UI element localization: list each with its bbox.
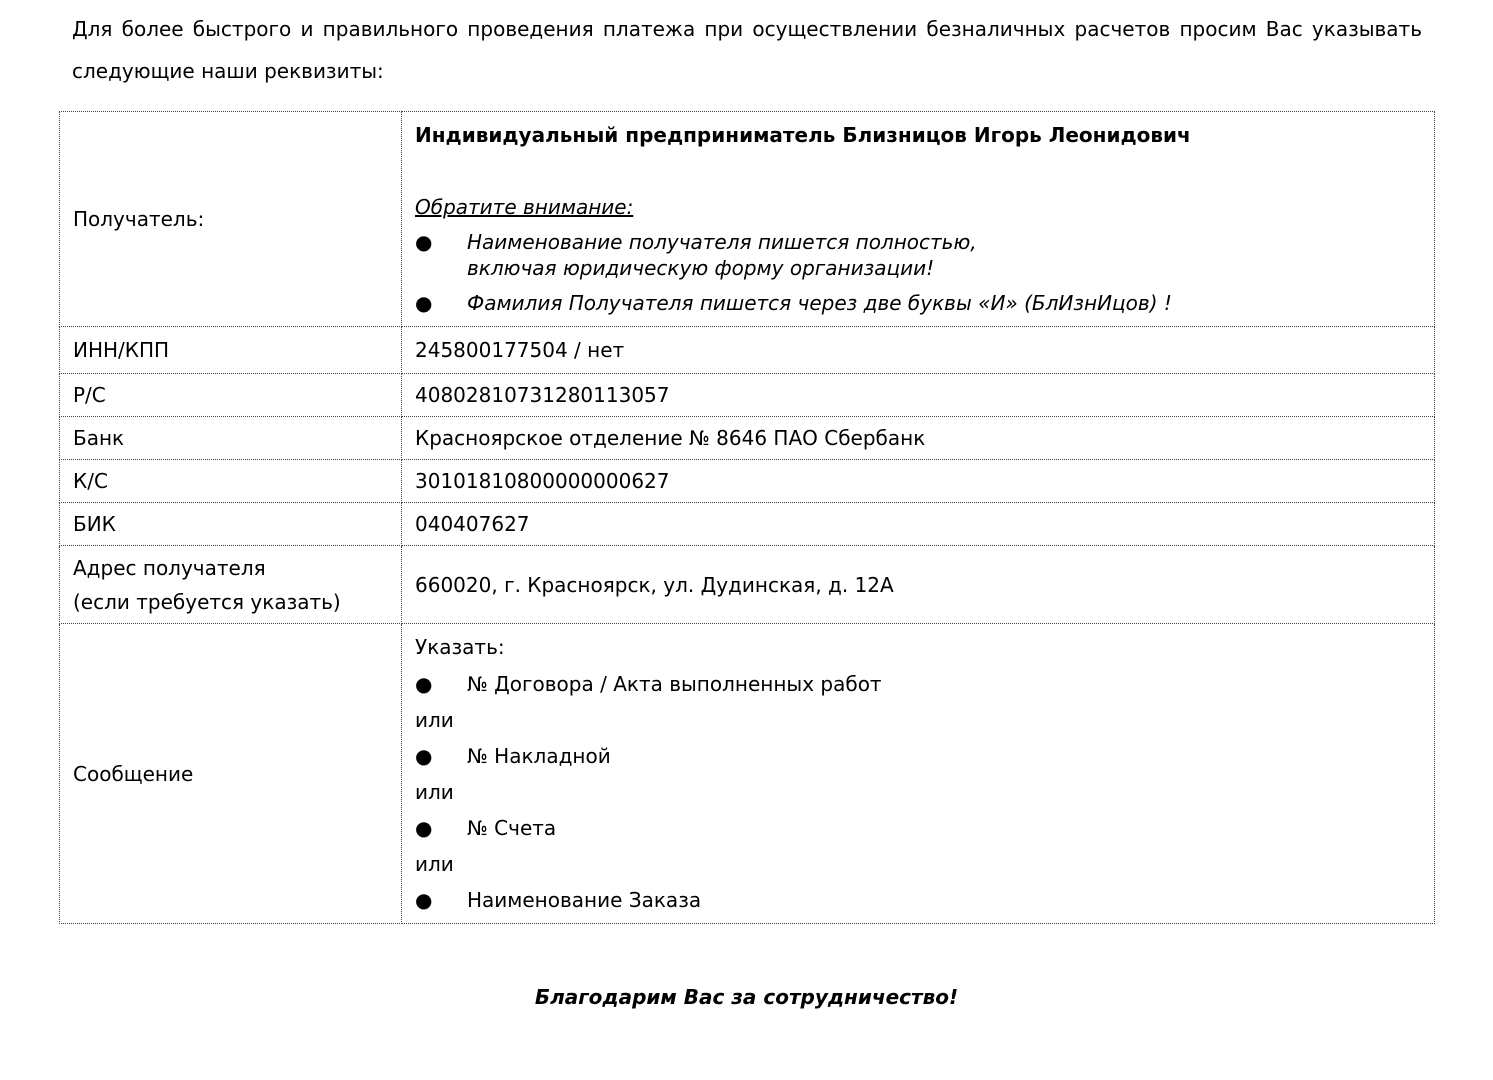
corr-value: 30101810800000000627 bbox=[402, 460, 1435, 503]
list-item bbox=[415, 738, 1434, 774]
table-row-message bbox=[60, 624, 1435, 924]
bullet-icon: ● bbox=[415, 291, 433, 315]
requisites-table bbox=[59, 111, 1435, 924]
table-row-recipient bbox=[60, 112, 1435, 327]
account-value: 40802810731280113057 bbox=[402, 374, 1435, 417]
bik-label: БИК bbox=[60, 503, 402, 546]
message-value-cell bbox=[402, 624, 1435, 924]
bullet-icon: ● bbox=[415, 743, 433, 768]
corr-label: К/С bbox=[60, 460, 402, 503]
note-surname bbox=[415, 291, 1434, 315]
list-item bbox=[415, 810, 1434, 846]
recipient-value-cell bbox=[402, 112, 1435, 327]
note-full-name-line2: включая юридическую форму организации! bbox=[467, 256, 935, 280]
bik-value: 040407627 bbox=[402, 503, 1435, 546]
inn-label: ИНН/КПП bbox=[60, 327, 402, 374]
inn-value: 245800177504 / нет bbox=[402, 327, 1435, 374]
bank-label: Банк bbox=[60, 417, 402, 460]
recipient-name: Индивидуальный предприниматель Близницов Игорь Леонидович bbox=[415, 123, 1191, 147]
bullet-icon: ● bbox=[415, 230, 433, 254]
address-label bbox=[60, 546, 402, 624]
message-item-order: Наименование Заказа bbox=[467, 887, 702, 912]
attention-label: Обратите внимание: bbox=[415, 195, 634, 219]
address-value: 660020, г. Красноярск, ул. Дудинская, д. 12А bbox=[402, 546, 1435, 624]
table-row-corr bbox=[60, 460, 1435, 503]
list-item bbox=[415, 666, 1434, 702]
table-row-bik bbox=[60, 503, 1435, 546]
table-row-account bbox=[60, 374, 1435, 417]
message-item-invoice: № Счета bbox=[467, 815, 557, 840]
bullet-icon: ● bbox=[415, 887, 433, 912]
separator-or: или bbox=[415, 851, 454, 876]
thanks-text: Благодарим Вас за сотрудничество! bbox=[534, 985, 959, 1009]
intro-paragraph: Для более быстрого и правильного проведения платежа при осуществлении безналичных расчетов просим Вас указывать следующие наши реквизиты: bbox=[72, 17, 1422, 83]
table-row-inn bbox=[60, 327, 1435, 374]
note-full-name bbox=[415, 229, 1434, 281]
table-row-address bbox=[60, 546, 1435, 624]
bank-value: Красноярское отделение № 8646 ПАО Сбербанк bbox=[402, 417, 1435, 460]
message-item-waybill: № Накладной bbox=[467, 743, 611, 768]
message-label: Сообщение bbox=[60, 624, 402, 924]
message-heading: Указать: bbox=[415, 634, 505, 659]
message-item-contract: № Договора / Акта выполненных работ bbox=[467, 671, 882, 696]
recipient-label: Получатель: bbox=[60, 112, 402, 327]
separator-or: или bbox=[415, 779, 454, 804]
address-label-line1: Адрес получателя bbox=[73, 555, 266, 580]
account-label: Р/С bbox=[60, 374, 402, 417]
note-full-name-line1: Наименование получателя пишется полностью, bbox=[467, 230, 977, 254]
address-label-line2: (если требуется указать) bbox=[73, 589, 341, 614]
separator-or: или bbox=[415, 707, 454, 732]
bullet-icon: ● bbox=[415, 671, 433, 696]
note-surname-text: Фамилия Получателя пишется через две буквы «И» (БлИзнИцов) ! bbox=[467, 291, 1172, 315]
table-row-bank bbox=[60, 417, 1435, 460]
list-item bbox=[415, 882, 1434, 918]
bullet-icon: ● bbox=[415, 815, 433, 840]
